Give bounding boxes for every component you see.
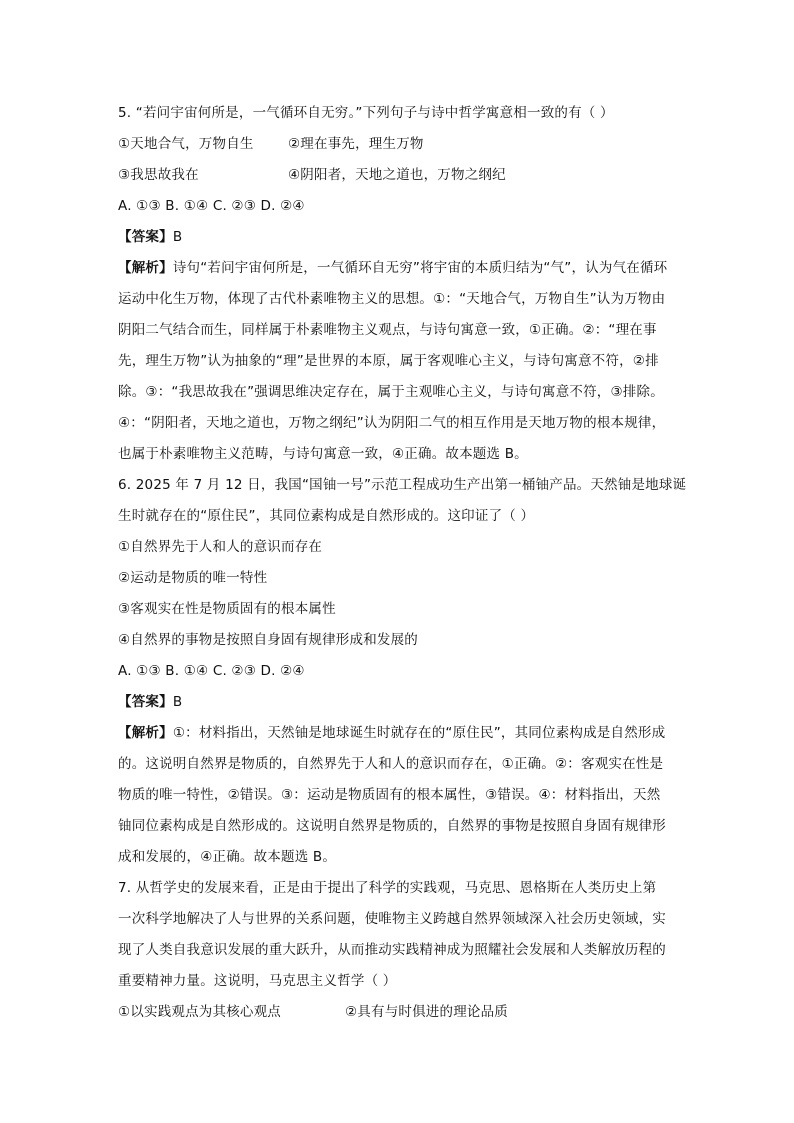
q5-analysis-line: 阴阳二气结合而生，同样属于朴素唯物主义观点，与诗句寓意一致，①正确。②：“理在事 [118,322,657,338]
q5-analysis-line: 除。③：“我思故我在”强调思维决定存在，属于主观唯心主义，与诗句寓意不符，③排除。 [118,384,664,400]
q5-stem: 5. “若问宇宙何所是，一气循环自无穷。”下列句子与诗中哲学寓意相一致的有（ ） [118,105,614,121]
q7-stem-line: 7. 从哲学史的发展来看，正是由于提出了科学的实践观，马克思、恩格斯在人类历史上第 [118,880,657,896]
q6-option-2: ②运动是物质的唯一特性 [118,570,268,586]
q6-analysis-line: 铀同位素构成是自然形成的。这说明自然界是物质的，自然界的事物是按照自身固有规律形 [118,818,666,834]
q6-stem-line: 6. 2025 年 7 月 12 日，我国“国铀一号”示范工程成功生产出第一桶铀产品。天然铀是地球诞 [118,477,687,493]
q6-analysis-line: 的。这说明自然界是物质的，自然界先于人和人的意识而存在，①正确。②：客观实在性是 [118,756,664,772]
q7-stem-line: 重要精神力量。这说明，马克思主义哲学（ ） [118,973,397,989]
q6-choices: A. ①③ B. ①④ C. ②③ D. ②④ [118,663,305,679]
q6-option-3: ③客观实在性是物质固有的根本属性 [118,601,336,617]
q5-analysis-line: 也属于朴素唯物主义范畴，与诗句寓意一致，④正确。故本题选 B。 [118,446,528,462]
analysis-text: ①：材料指出，天然铀是地球诞生时就存在的“原住民”，其同位素构成是自然形成 [172,725,666,741]
q5-option-2: ②理在事先，理生万物 [288,136,424,152]
q5-options-row-2 [118,160,684,191]
q5-options-row-1 [118,129,684,160]
answer-tag: 【答案】 [118,694,173,710]
answer-tag: 【答案】 [118,229,173,245]
analysis-text: 诗句“若问宇宙何所是，一气循环自无穷”将宇宙的本质归结为“气”，认为气在循环 [172,260,668,276]
q5-option-4: ④阴阳者，天地之道也，万物之纲纪 [288,167,506,183]
q7-stem-line: 现了人类自我意识发展的重大跃升，从而推动实践精神成为照耀社会发展和人类解放历程的 [118,942,666,958]
q6-option-4: ④自然界的事物是按照自身固有规律形成和发展的 [118,632,419,648]
page-content [118,98,687,1028]
q5-analysis-line: 运动中化生万物，体现了古代朴素唯物主义的思想。①：“天地合气，万物自生”认为万物由 [118,291,666,307]
q5-choices: A. ①③ B. ①④ C. ②③ D. ②④ [118,198,305,214]
q5-analysis-line: 先，理生万物”认为抽象的“理”是世界的本原，属于客观唯心主义，与诗句寓意不符，②排 [118,353,659,369]
q5-answer [118,222,684,253]
q7-option-2: ②具有与时俱进的理论品质 [345,1004,509,1020]
analysis-tag: 【解析】 [118,260,173,276]
answer-value: B [172,694,183,710]
analysis-tag: 【解析】 [118,725,173,741]
q6-stem-line: 生时就存在的“原住民”，其同位素构成是自然形成的。这印证了（ ） [118,508,535,524]
q7-stem-line: 一次科学地解决了人与世界的关系问题，使唯物主义跨越自然界领域深入社会历史领域，实 [118,911,666,927]
q6-analysis-line: 物质的唯一特性，②错误。③：运动是物质固有的根本属性，③错误。④：材料指出，天然 [118,787,661,803]
q5-option-3: ③我思故我在 [118,167,199,183]
q5-option-1: ①天地合气，万物自生 [118,136,254,152]
q7-options-row-1 [118,997,684,1028]
q7-option-1: ①以实践观点为其核心观点 [118,1004,282,1020]
answer-value: B [172,229,183,245]
q6-option-1: ①自然界先于人和人的意识而存在 [118,539,323,555]
q5-analysis-line [118,253,684,284]
q6-analysis-line [118,718,684,749]
q6-answer [118,687,684,718]
q6-analysis-line: 成和发展的，④正确。故本题选 B。 [118,849,337,865]
q5-analysis-line: ④：“阴阳者，天地之道也，万物之纲纪”认为阴阳二气的相互作用是天地万物的根本规律， [118,415,666,431]
